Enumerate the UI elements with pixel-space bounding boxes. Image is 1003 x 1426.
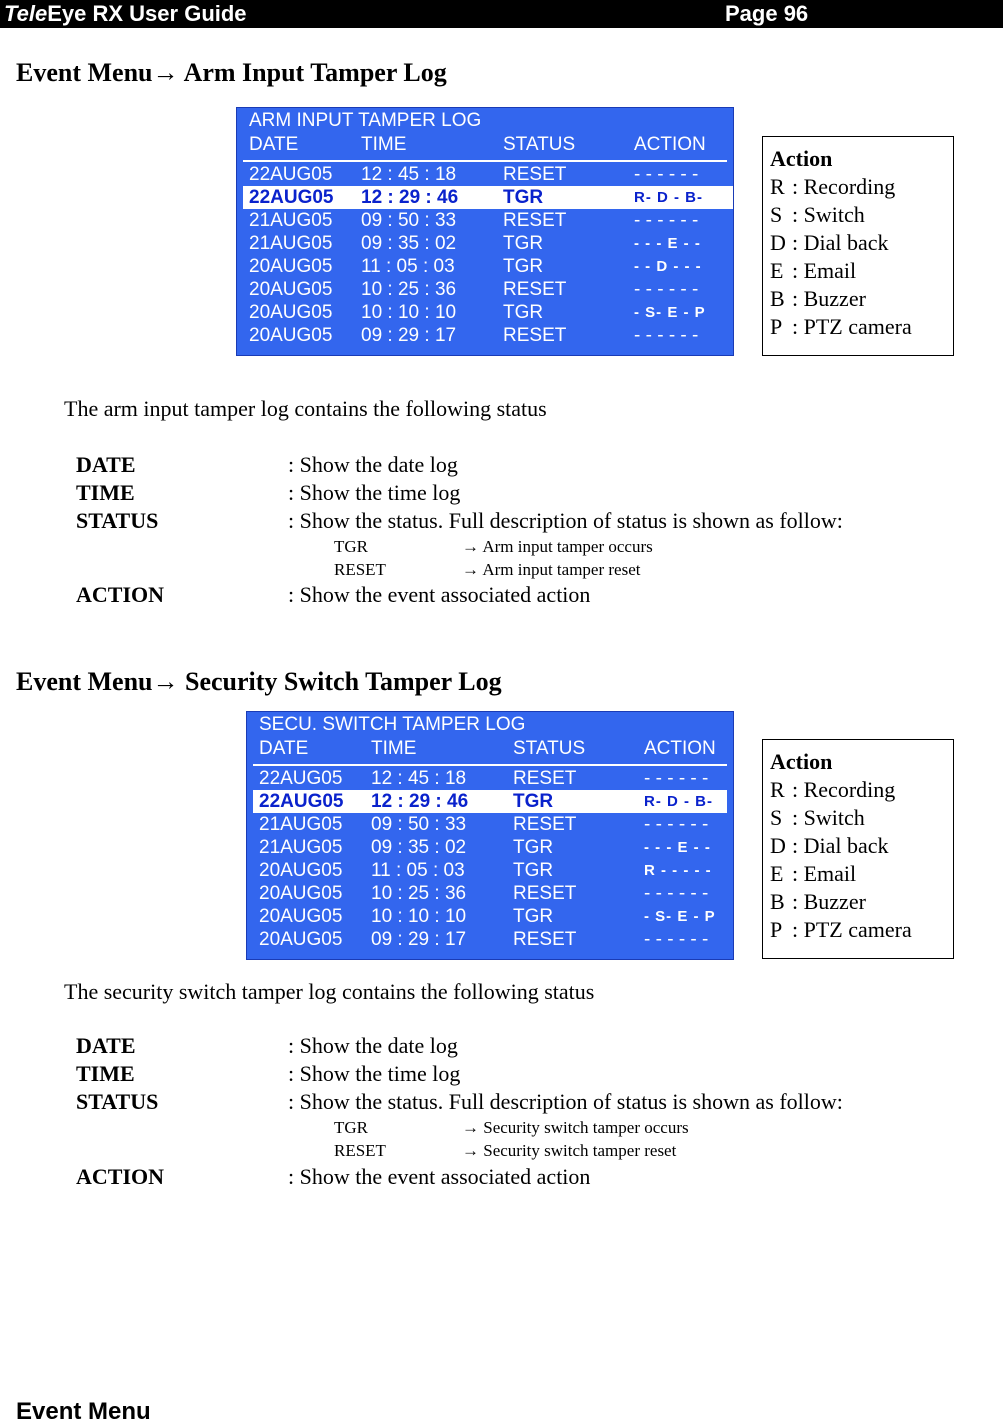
legend-item: D : Dial back xyxy=(770,230,889,255)
term-action-desc: : Show the event associated action xyxy=(288,1164,591,1189)
legend-item: B : Buzzer xyxy=(770,286,866,311)
col-header-date: DATE xyxy=(259,738,309,759)
legend-item: P : PTZ camera xyxy=(770,917,912,942)
log-row: 20AUG05 11 : 05 : 03 TGR R - - - - - xyxy=(259,860,712,881)
term-action-desc: : Show the event associated action xyxy=(288,582,591,607)
log-row: 21AUG05 09 : 35 : 02 TGR - - - E - - xyxy=(249,233,701,254)
legend-item: E : Email xyxy=(770,861,857,886)
log-row: 22AUG05 12 : 45 : 18 RESET - - - - - - xyxy=(259,768,709,789)
term-date-desc: : Show the date log xyxy=(288,1033,458,1058)
security-switch-log-screen xyxy=(246,711,734,960)
term-action: ACTION xyxy=(76,582,165,607)
term-time-desc: : Show the time log xyxy=(288,1061,461,1086)
log-row: 21AUG05 09 : 50 : 33 RESET - - - - - - xyxy=(259,814,709,835)
legend-item: D : Dial back xyxy=(770,833,889,858)
term-date-desc: : Show the date log xyxy=(288,452,458,477)
status-code: RESET xyxy=(334,1141,386,1160)
arrow-right-icon: → xyxy=(462,1118,479,1137)
status-description: → Security switch tamper occurs xyxy=(462,1118,689,1137)
log-row: 20AUG05 09 : 29 : 17 RESET - - - - - - xyxy=(259,929,709,950)
status-description: → Arm input tamper occurs xyxy=(462,537,653,556)
action-legend xyxy=(762,739,954,959)
term-time: TIME xyxy=(76,1061,135,1086)
col-header-time: TIME xyxy=(371,738,417,759)
status-description: → Security switch tamper reset xyxy=(462,1141,677,1160)
term-date: DATE xyxy=(76,1033,136,1058)
term-status-desc: : Show the status. Full description of status is shown as follow: xyxy=(288,1089,843,1114)
term-date: DATE xyxy=(76,452,136,477)
legend-item: R : Recording xyxy=(770,174,896,199)
log-row: 21AUG05 09 : 35 : 02 TGR - - - E - - xyxy=(259,837,711,858)
log-row: 20AUG05 10 : 10 : 10 TGR - S- E - P xyxy=(259,906,716,927)
section-title-security-switch: Event Menu→ Security Switch Tamper Log xyxy=(16,667,502,696)
section-intro: The security switch tamper log contains the following status xyxy=(64,979,595,1004)
log-row: 20AUG05 09 : 29 : 17 RESET - - - - - - xyxy=(249,325,699,346)
action-legend xyxy=(762,136,954,356)
section-intro: The arm input tamper log contains the following status xyxy=(64,396,547,421)
log-row-selected: 22AUG05 12 : 29 : 46 TGR R- D - B- xyxy=(253,790,727,813)
arrow-right-icon: → xyxy=(462,560,479,579)
col-header-date: DATE xyxy=(249,134,299,155)
legend-item: B : Buzzer xyxy=(770,889,866,914)
col-header-time: TIME xyxy=(361,134,407,155)
legend-item: S : Switch xyxy=(770,202,865,227)
legend-item: R : Recording xyxy=(770,777,896,802)
col-header-action: ACTION xyxy=(644,738,716,759)
legend-item: S : Switch xyxy=(770,805,865,830)
log-row: 20AUG05 10 : 25 : 36 RESET - - - - - - xyxy=(259,883,709,904)
log-row: 20AUG05 10 : 25 : 36 RESET - - - - - - xyxy=(249,279,699,300)
header-divider xyxy=(253,764,727,766)
next-section-title: Event Menu xyxy=(16,1398,151,1425)
term-action: ACTION xyxy=(76,1164,165,1189)
log-row: 22AUG05 12 : 45 : 18 RESET - - - - - - xyxy=(249,164,699,185)
legend-title: Action xyxy=(770,749,833,774)
col-header-status: STATUS xyxy=(513,738,586,759)
arrow-right-icon: → xyxy=(152,667,179,696)
header-divider xyxy=(243,160,727,162)
status-description: → Arm input tamper reset xyxy=(462,560,641,579)
term-time-desc: : Show the time log xyxy=(288,480,461,505)
status-code: TGR xyxy=(334,1118,368,1137)
status-code: TGR xyxy=(334,537,368,556)
term-status: STATUS xyxy=(76,1089,159,1114)
legend-item: E : Email xyxy=(770,258,857,283)
arm-input-log-screen xyxy=(236,107,734,356)
log-row: 20AUG05 11 : 05 : 03 TGR - - D - - - xyxy=(249,256,702,277)
log-row-selected: 22AUG05 12 : 29 : 46 TGR R- D - B- xyxy=(243,186,733,209)
status-code: RESET xyxy=(334,560,386,579)
term-time: TIME xyxy=(76,480,135,505)
arrow-right-icon: → xyxy=(152,58,179,87)
term-status-desc: : Show the status. Full description of status is shown as follow: xyxy=(288,508,843,533)
log-row: 21AUG05 09 : 50 : 33 RESET - - - - - - xyxy=(249,210,699,231)
guide-title: TeleEye RX User Guide xyxy=(4,1,247,26)
section-title-arm-input: Event Menu→ Arm Input Tamper Log xyxy=(16,58,447,87)
term-status: STATUS xyxy=(76,508,159,533)
screen-title: SECU. SWITCH TAMPER LOG xyxy=(259,714,526,735)
arrow-right-icon: → xyxy=(462,1141,479,1160)
page-header xyxy=(0,0,1003,28)
log-row: 20AUG05 10 : 10 : 10 TGR - S- E - P xyxy=(249,302,706,323)
arrow-right-icon: → xyxy=(462,537,479,556)
screen-title: ARM INPUT TAMPER LOG xyxy=(249,110,482,131)
legend-title: Action xyxy=(770,146,833,171)
legend-item: P : PTZ camera xyxy=(770,314,912,339)
col-header-status: STATUS xyxy=(503,134,576,155)
page-number: Page 96 xyxy=(725,1,809,26)
col-header-action: ACTION xyxy=(634,134,706,155)
